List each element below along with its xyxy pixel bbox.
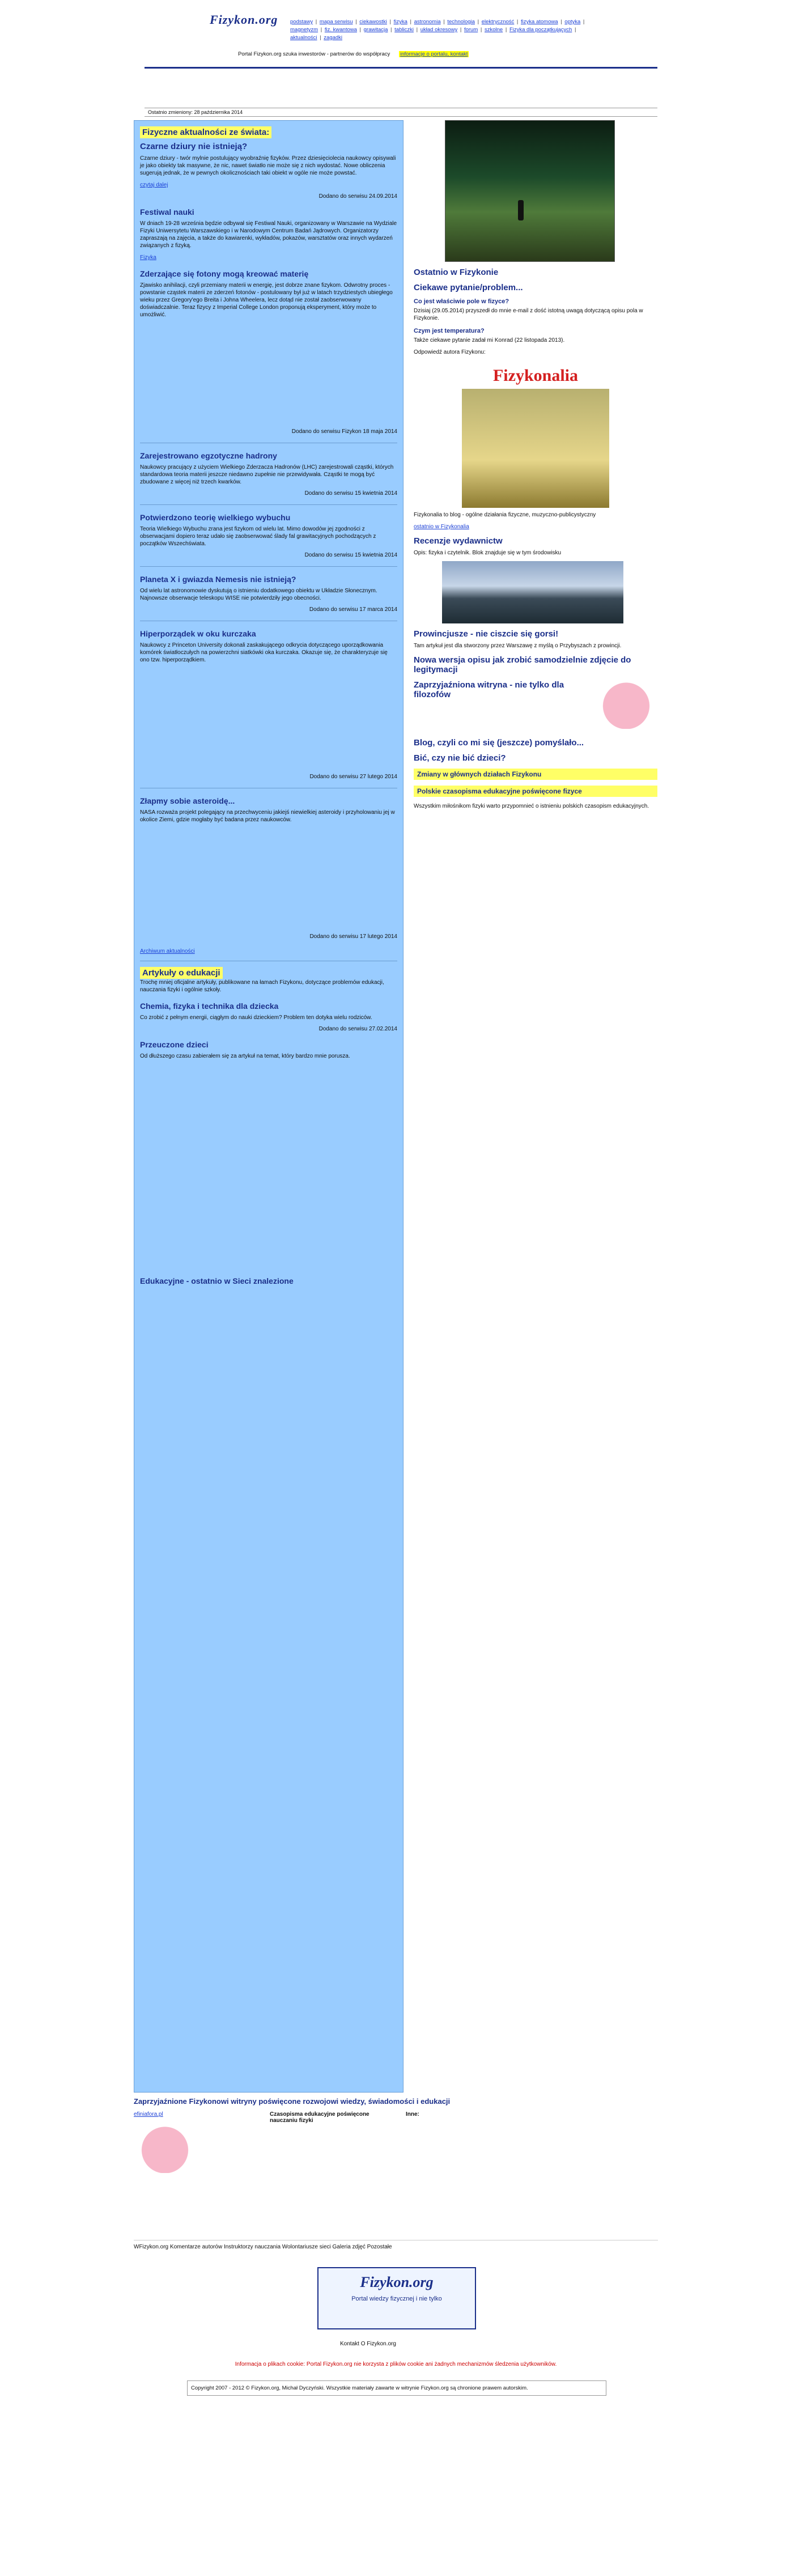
nav-link[interactable]: aktualności <box>290 35 317 41</box>
footer-links[interactable]: WFizykon.org Komentarze autorów Instruktorzy nauczania Wolontariusze sieci Galeria zdjęć Pozostałe <box>134 2240 658 2250</box>
fizykonalia-logo[interactable]: Fizykonalia <box>492 366 578 385</box>
updated-date: Ostatnio zmieniony: 28 października 2014 <box>145 108 657 117</box>
hero-photo <box>445 120 615 262</box>
footer-slogan: Portal wiedzy fizycznej i nie tylko <box>351 2295 442 2302</box>
cookie-notice: Informacja o plikach cookie: Portal Fizykon.org nie korzysta z plików cookie ani żadnych mechanizmów śledzenia użytkowników. <box>235 2361 557 2367</box>
nav-link[interactable]: tabliczki <box>394 27 414 33</box>
partner-text: Portal Fizykon.org szuka inwestorów - partnerów do współpracy <box>238 51 390 57</box>
site-logo[interactable]: Fizykon.org <box>210 12 278 27</box>
nav-link[interactable]: ciekawostki <box>359 19 387 25</box>
article-date: Dodano do serwisu 15 kwietnia 2014 <box>304 552 397 558</box>
article-title[interactable]: Potwierdzono teorię wielkiego wybuchu <box>140 513 291 522</box>
friend-site-3 <box>406 2111 519 2178</box>
article-title[interactable]: Przeuczone dzieci <box>140 1040 209 1049</box>
partner-notice <box>238 51 469 57</box>
article-date: Dodano do serwisu 27.02.2014 <box>318 1026 397 1032</box>
news-section-title: Fizyczne aktualności ze świata: <box>140 126 271 138</box>
article-text: Tam artykuł jest dla stworzony przez Warszawę z myślą o Przybyszach z prowincji. <box>414 643 622 649</box>
article-title[interactable]: Złapmy sobie asteroidę... <box>140 796 235 805</box>
article-text: Teoria Wielkiego Wybuchu zrana jest fizykom od wielu lat. Mimo dowodów jej zgodności z obserwacjami dopiero teraz udało się zaobserwować ślady fal grawitacyjnych pochodzących z początków Wszechświata. <box>140 526 376 547</box>
article-date: Dodano do serwisu Fizykon 18 maja 2014 <box>291 428 397 435</box>
fizykonalia-link[interactable]: ostatnio w Fizykonalia <box>414 524 469 530</box>
pig-illustration <box>595 678 657 729</box>
nav-link[interactable]: forum <box>464 27 478 33</box>
nav-link[interactable]: fizyka <box>393 19 407 25</box>
article-text: Naukowcy z Princeton University dokonali zaskakującego odkrycia dotyczącego uporządkowania komórek światłoczułych na powierzchni siatkówki oka kurczaka. Okazuje się, że charakteryzuje się ono tzw. hiperporządkiem. <box>140 642 388 663</box>
nav-link[interactable]: fiz. kwantowa <box>324 27 357 33</box>
article-date: Dodano do serwisu 17 marca 2014 <box>309 606 397 613</box>
contact-links[interactable]: Kontakt O Fizykon.org <box>340 2341 396 2347</box>
read-more-link[interactable]: czytaj dalej <box>140 182 168 188</box>
friend-title: Czasopisma edukacyjne poświęcone nauczaniu fizyki <box>270 2111 369 2124</box>
friend-site-2 <box>270 2111 383 2178</box>
pig-illustration <box>134 2122 196 2173</box>
nav-link[interactable]: astronomia <box>414 19 441 25</box>
article-text: Naukowcy pracujący z użyciem Wielkiego Zderzacza Hadronów (LHC) zarejestrowali cząstki, których standardowa teoria materii jeszcze niedawno zupełnie nie przewidywała. Cząstki te mogą być zbudowane z więcej niż trzech kwarków. <box>140 464 394 485</box>
article-text: Od dłuższego czasu zabierałem się za artykuł na temat, który bardzo mnie porusza. <box>140 1053 350 1059</box>
edu-section-title: Artykuły o edukacji <box>140 967 223 979</box>
nav-link[interactable]: elektryczność <box>481 19 515 25</box>
article-date: Dodano do serwisu 17 lutego 2014 <box>309 933 397 940</box>
footer-logo-text: Fizykon.org <box>360 2274 434 2290</box>
changes-title: Zmiany w głównych działach Fizykonu <box>414 769 657 780</box>
friend-sites <box>134 2097 658 2178</box>
nav-link[interactable]: grawitacja <box>363 27 388 33</box>
friend-title: Inne: <box>406 2111 419 2117</box>
fizykonalia-text: Fizykonalia to blog - ogólne działania fizyczne, muzyczno-publicystyczny <box>414 512 596 518</box>
article-title[interactable]: Zarejestrowano egzotyczne hadrony <box>140 451 277 460</box>
article-text: W dniach 19-28 września będzie odbywał się Festiwal Nauki, organizowany w Warszawie na Wydziale Fizyki Uniwersytetu Warszawskiego i w Narodowym Centrum Badań Jądrowych. Organizatorzy zapraszają na zajęcia, a także do kawiarenki, wykładów, pokazów, warsztatów oraz innych wydarzeń związanych z fizyką. <box>140 220 397 249</box>
article-text: Czarne dziury - twór mylnie postulujący wyobraźnię fizyków. Przez dziesięciolecia naukowcy opisywali je jako obiekty tak masywne, że nic, nawet światło nie może się z nich wydostać. Nowe obliczenia sugerują jednak, że w pewnych okolicznościach taki obiekt w ogóle nie może powstać. <box>140 155 396 176</box>
article-text: Co zrobić z pełnym energii, ciągłym do nauki dzieckiem? Problem ten dotyka wielu rodziców. <box>140 1015 372 1021</box>
article-title[interactable]: Czarne dziury nie istnieją? <box>140 142 248 151</box>
nav-link[interactable]: technologia <box>447 19 475 25</box>
article-title[interactable]: Chemia, fizyka i technika dla dziecka <box>140 1001 279 1011</box>
article-text: Od wielu lat astronomowie dyskutują o istnieniu dodatkowego obiektu w Układzie Słonecznym. Najnowsze obserwacje teleskopu WISE nie potwierdziły jego obecności. <box>140 588 377 601</box>
header <box>193 12 612 57</box>
nav-link[interactable]: podstawy <box>290 19 313 25</box>
edu-online-title: Edukacyjne - ostatnio w Sieci znalezione <box>140 1276 294 1285</box>
archive-link[interactable]: Archiwum aktualności <box>140 948 195 954</box>
question-text: Dzisiaj (29.05.2014) przyszedł do mnie e-mail z dość istotną uwagą dotyczącą opisu pola w Fizykonie. <box>414 308 643 321</box>
partner-link[interactable]: informacje o portalu, kontakt <box>400 51 468 57</box>
question-text: Także ciekawe pytanie zadał mi Konrad (22 listopada 2013). <box>414 337 565 343</box>
nav-link[interactable]: układ okresowy <box>420 27 458 33</box>
friend-sites-title: Zaprzyjaźnione Fizykonowi witryny poświęcone rozwojowi wiedzy, świadomości i edukacji <box>134 2097 451 2106</box>
side-title: Ostatnio w Fizykonie <box>414 268 499 277</box>
article-title[interactable]: Planeta X i gwiazda Nemesis nie istnieją? <box>140 575 296 584</box>
question-title[interactable]: Co jest właściwie pole w fizyce? <box>414 298 509 305</box>
magazines-title: Polskie czasopisma edukacyjne poświęcone fizyce <box>414 786 657 797</box>
nav-link[interactable]: fizyka atomowa <box>521 19 558 25</box>
magazines-text: Wszystkim miłośnikom fizyki warto przypomnieć o istnieniu polskich czasopism edukacyjnych. <box>414 803 649 809</box>
article-title[interactable]: Bić, czy nie bić dzieci? <box>414 753 506 763</box>
nav-link[interactable]: zagadki <box>324 35 343 41</box>
article-date: Dodano do serwisu 15 kwietnia 2014 <box>304 490 397 496</box>
article-text: Zjawisko anihilacji, czyli przemiany materii w energię, jest dobrze znane fizykom. Odwrotny proces - powstanie cząstek materii ze zderzeń fotonów - postulowany był już w latach trzydziestych ubiegłego wieku przez Gregory'ego Breita i Johna Wheelera, lecz dotąd nie został zaobserwowany doświadczalnie. Teraz fizycy z Imperial College London proponują eksperyment, który może to umożliwić. <box>140 282 393 318</box>
side-subtitle: Ciekawe pytanie/problem... <box>414 283 523 292</box>
article-title[interactable]: Zderzające się fotony mogą kreować materię <box>140 269 309 278</box>
article-title[interactable]: Hiperporządek w oku kurczaka <box>140 629 256 638</box>
article-title[interactable]: Zaprzyjaźniona witryna - nie tylko dla filozofów <box>414 680 564 699</box>
news-column <box>134 120 404 2093</box>
nav-link[interactable]: magnetyzm <box>290 27 318 33</box>
mountains-photo <box>442 561 623 623</box>
article-date: Dodano do serwisu 27 lutego 2014 <box>309 774 397 780</box>
header-divider <box>145 67 657 69</box>
answer-label: Odpowiedź autora Fizykonu: <box>414 349 486 355</box>
nav-link[interactable]: Fizyka dla początkujących <box>509 27 572 33</box>
reviews-title: Recenzje wydawnictw <box>414 536 503 546</box>
friend-site-1 <box>134 2111 247 2178</box>
footer-logo[interactable] <box>317 2267 476 2329</box>
edu-text: Trochę mniej oficjalne artykuły, publikowane na łamach Fizykonu, dotyczące problemów edukacji, nauczania fizyki i ogólnie szkoły. <box>140 979 384 993</box>
side-column <box>414 120 657 814</box>
question-title[interactable]: Czym jest temperatura? <box>414 328 485 334</box>
top-navigation: podstawy | mapa serwisu | ciekawostki | fizyka | astronomia | technologia | elektryczność | fizyka atomowa | optyka | magnetyzm | fiz. kwantowa | grawitacja | tabliczki | układ okresowy | forum | szkolne | Fizyka dla początkujących | aktualności | zagadki <box>290 19 585 41</box>
article-link[interactable]: Fizyka <box>140 254 156 261</box>
reviews-text: Opis: fizyka i czytelnik. Blok znajduje się w tym środowisku <box>414 550 562 556</box>
article-title[interactable]: Nowa wersja opisu jak zrobić samodzielnie zdjęcie do legitymacji <box>414 655 631 674</box>
article-title[interactable]: Prowincjusze - nie ciszcie się gorsi! <box>414 629 559 639</box>
fizykonalia-photo <box>462 389 609 508</box>
copyright: Copyright 2007 - 2012 © Fizykon.org, Michał Dyczyński. Wszystkie materiały zawarte w witrynie Fizykon.org są chronione prawem autorskim. <box>187 2380 606 2396</box>
nav-link[interactable]: optyka <box>564 19 581 25</box>
nav-link[interactable]: mapa serwisu <box>319 19 353 25</box>
article-text: NASA rozważa projekt polegający na przechwyceniu jakiejś niewielkiej asteroidy i przyholowaniu jej w okolice Ziemi, gdzie mogłaby być badana przez naukowców. <box>140 809 395 823</box>
friend-link[interactable]: efiniafora.pl <box>134 2111 163 2117</box>
article-title[interactable]: Blog, czyli co mi się (jeszcze) pomyślało... <box>414 738 584 748</box>
article-date: Dodano do serwisu 24.09.2014 <box>318 193 397 200</box>
nav-link[interactable]: szkolne <box>485 27 503 33</box>
article-title[interactable]: Festiwal nauki <box>140 207 194 217</box>
